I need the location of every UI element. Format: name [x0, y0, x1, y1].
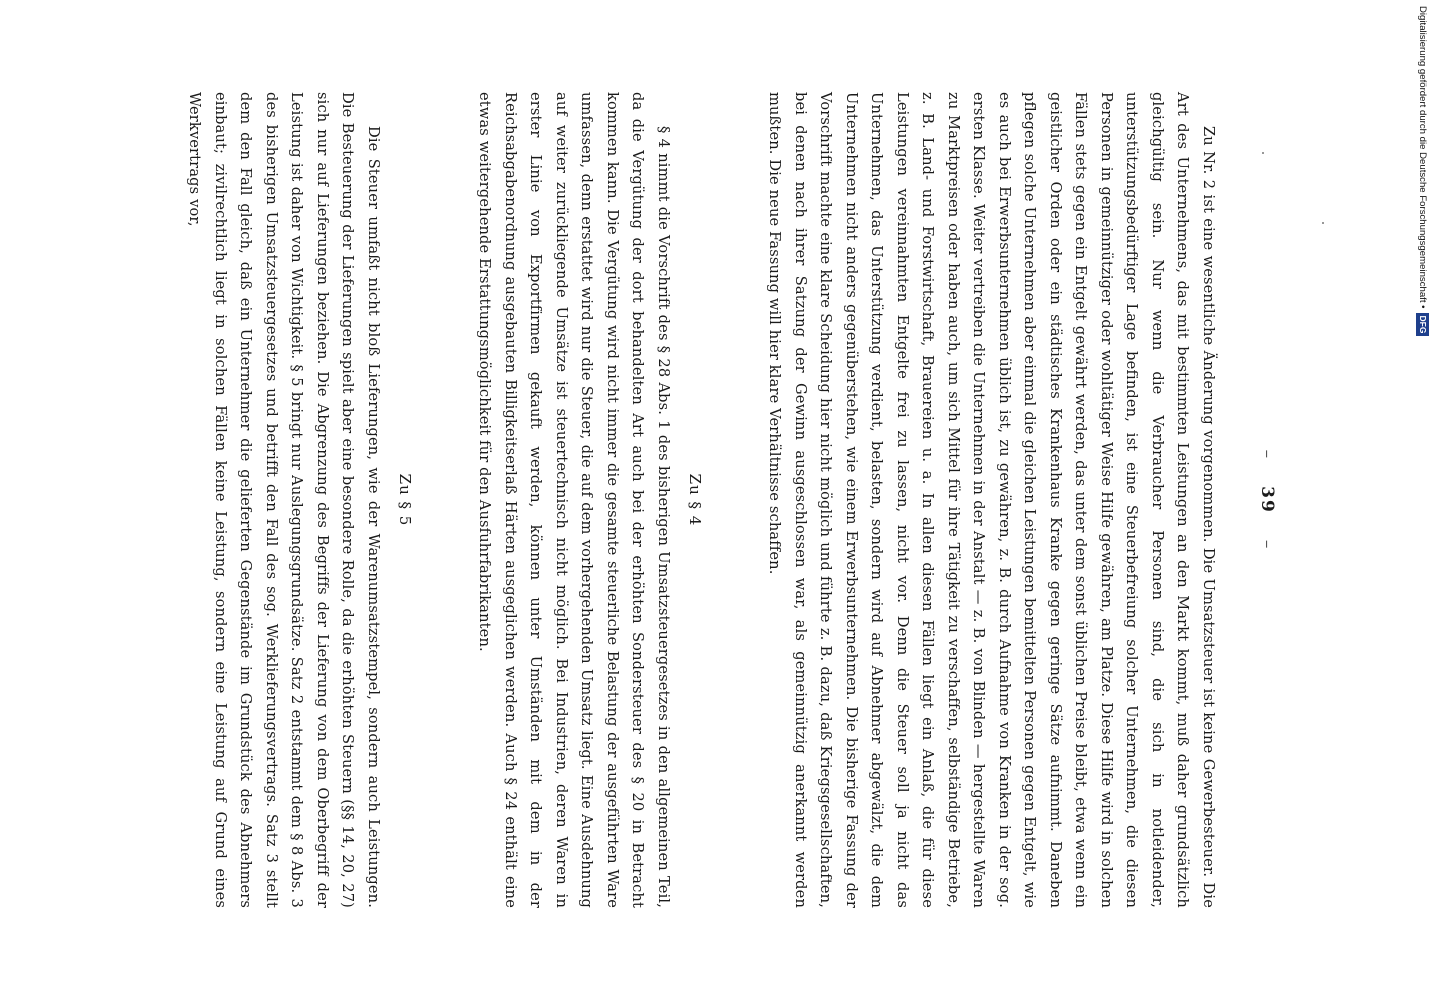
scan-speck — [1262, 152, 1264, 154]
scanned-page — [147, 80, 1307, 920]
credit-text: Digitalisierung gefördert durch die Deutsche Forschungsgemeinschaft • — [1417, 6, 1428, 309]
paragraph-intro: Zu Nr. 2 ist eine wesentliche Änderung vorgenommen. Die Umsatzsteuer ist keine Gewerbesteuer. Die Art des Unternehmens, das mit bestimmten Leistungen an den Markt kommt, muß daher grundsätzlich gleichgültig sein. Nur wenn die Verbraucher Personen sind, die sich in notleidender, unterstützungsbedürftiger Lage befinden, ist eine Steuerbefreiung solcher Unternehmen, die diesen Personen in gemeinnütziger oder wohltätiger Weise Hilfe gewähren, am Platze. Diese Hilfe wird in solchen Fällen stets gegen ein Entgelt gewährt werden, das unter dem sonst üblichen Preise bleibt, etwa wenn ein geistlicher Orden oder ein städtisches Krankenhaus Kranke gegen geringe Sätze aufnimmt. Daneben pflegen solche Unternehmen aber einmal die gleichen Leistungen bemittelten Personen gegen Entgelt, wie es auch bei Erwerbsunternehmen üblich ist, zu gewähren, z. B. durch Aufnahme von Kranken in der sog. ersten Klasse. Weiter vertreiben die Unternehmen in der Anstalt — z. B. von Blinden — hergestellte Waren zu Marktpreisen oder haben auch, um sich Mittel für ihre Tätigkeit zu verschaffen, selbständige Betriebe, z. B. Land- und Forstwirtschaft, Brauereien u. a. In allen diesen Fällen liegt ein Anlaß, die für diese Leistungen vereinnahmten Entgelte frei zu lassen, nicht vor. Denn die Steuer soll ja nicht das Unternehmen, das Unterstützung verdient, belasten, sondern wird auf Abnehmer abgewälzt, die dem Unternehmen nicht anders gegenüberstehen, wie einem Erwerbsunternehmen. Die bisherige Fassung der Vorschrift machte eine klare Scheidung hier nicht möglich und führte z. B. dazu, daß Kriegsgesellschaften, bei denen nach ihrer Satzung der Gewinn ausgeschlossen war, als gemeinnützig anerkannt werden mußten. Die neue Fassung will hier klare Verhältnisse schaffen. — [766, 92, 1217, 908]
digitization-credit-text-row — [1412, 6, 1432, 396]
paragraph-section-4: § 4 nimmt die Vorschrift des § 28 Abs. 1 des bisherigen Umsatzsteuergesetzes in den allgemeinen Teil, da die Vergütung der dort behandelten Art auch bei der erhöhten Sondersteuer des § 20 in Betracht kommen kann. Die Vergütung wird nicht immer die gesamte steuerliche Belastung der ausgeführten Ware umfassen, denn erstattet wird nur die Steuer, die auf dem vorhergehenden Umsatz liegt. Eine Ausdehnung auf weiter zurückliegende Umsätze ist steuertechnisch nicht möglich. Bei Industrien, deren Waren in erster Linie von Exportfirmen gekauft werden, können unter Umständen mit dem in der Reichsabgabenordnung ausgebauten Billigkeitserlaß Härten ausgeglichen werden. Auch § 24 enthält eine etwas weitergehende Erstattungsmöglichkeit für den Ausfuhrfabrikanten. — [476, 92, 672, 908]
digitization-credit — [1412, 6, 1432, 396]
page-number: – 39 – — [1247, 92, 1287, 908]
dfg-logo: DFG — [1416, 313, 1429, 337]
section-heading-4: Zu § 4 — [686, 473, 704, 527]
scan-speck — [1322, 222, 1324, 224]
paragraph-section-5: Die Steuer umfaßt nicht bloß Lieferungen, wie der Warenumsatzstempel, sondern auch Leistungen. Die Besteuerung der Lieferungen spielt aber eine besondere Rolle, da die erhöhten Steuern (§§ 14, 20, 27) sich nur auf Lieferungen beziehen. Die Abgrenzung des Begriffs der Lieferung von dem Oberbegriff der Leistung ist daher von Wichtigkeit. § 5 bringt nur Auslegungsgrundsätze. Satz 2 entstammt dem § 8 Abs. 3 des bisherigen Umsatzsteuergesetzes und betrifft den Fall des sog. Werklieferungsvertrags. Satz 3 stellt dem den Fall gleich, daß ein Unternehmer die gelieferten Gegenstände im Grundstück des Abnehmers einbaut; zivilrechtlich liegt in solchen Fällen keine Leistung, sondern eine Leistung auf Grund eines Werkvertrags vor, — [186, 92, 382, 908]
section-heading-5: Zu § 5 — [396, 473, 414, 527]
